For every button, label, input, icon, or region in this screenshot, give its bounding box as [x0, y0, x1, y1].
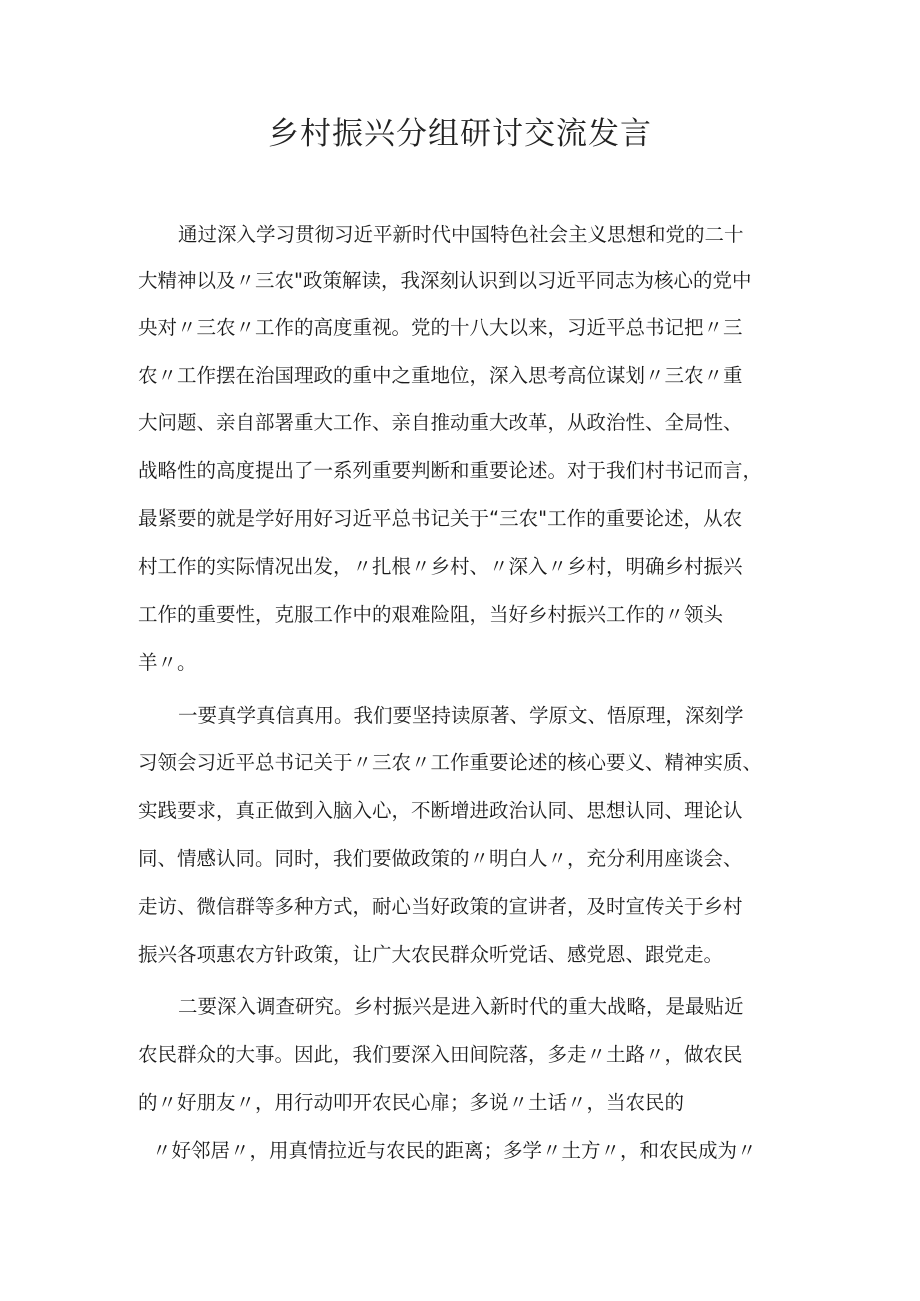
paragraph-line: 通过深入学习贯彻习近平新时代中国特色社会主义思想和党的二十 — [178, 223, 744, 246]
paragraph-line: 央对〃三农〃工作的高度重视。党的十八大以来，习近平总书记把〃三 — [138, 316, 743, 339]
paragraph-line: 羊〃。 — [138, 651, 197, 674]
paragraph-line: 战略性的高度提出了一系列重要判断和重要论述。对于我们村书记而言， — [138, 459, 763, 482]
paragraph-line: 二要深入调查研究。乡村振兴是进入新时代的重大战略，是最贴近 — [178, 995, 744, 1018]
document-title: 乡村振兴分组研讨交流发言 — [268, 116, 652, 152]
paragraph-line: 大问题、亲自部署重大工作、亲自推动重大改革，从政治性、全局性、 — [138, 411, 743, 434]
paragraph-line: 习领会习近平总书记关于〃三农〃工作重要论述的核心要义、精神实质、 — [138, 751, 763, 774]
paragraph-line: 同、情感认同。同时，我们要做政策的〃明白人〃，充分利用座谈会、 — [138, 847, 743, 870]
paragraph-line: 的〃好朋友〃，用行动叩开农民心扉；多说〃土话〃，当农民的 — [138, 1091, 685, 1114]
paragraph-line: 实践要求，真正做到入脑入心，不断增进政治认同、思想认同、理论认 — [138, 799, 743, 822]
paragraph-line: 大精神以及〃三农"政策解读，我深刻认识到以习近平同志为核心的党中 — [138, 269, 752, 292]
paragraph-line: 一要真学真信真用。我们要坚持读原著、学原文、悟原理，深刻学 — [178, 704, 744, 727]
paragraph-line: 村工作的实际情况出发，〃扎根〃乡村、〃深入〃乡村，明确乡村振兴 — [138, 555, 743, 578]
paragraph-line: 农民群众的大事。因此，我们要深入田间院落，多走〃土路〃，做农民 — [138, 1043, 743, 1066]
paragraph-line: 振兴各项惠农方针政策，让广大农民群众听党话、感党恩、跟党走。 — [138, 943, 724, 966]
paragraph-line: 最紧要的就是学好用好习近平总书记关于“三农"工作的重要论述，从农 — [138, 507, 743, 530]
paragraph-line: 走访、微信群等多种方式，耐心当好政策的宣讲者，及时宣传关于乡村 — [138, 895, 743, 918]
paragraph-line: 农〃工作摆在治国理政的重中之重地位，深入思考高位谋划〃三农〃重 — [138, 364, 743, 387]
paragraph-line: 〃好邻居〃，用真情拉近与农民的距离；多学〃土方〃，和农民成为〃 — [152, 1139, 757, 1162]
paragraph-line: 工作的重要性，克服工作中的艰难险阻，当好乡村振兴工作的〃领头 — [138, 603, 724, 626]
